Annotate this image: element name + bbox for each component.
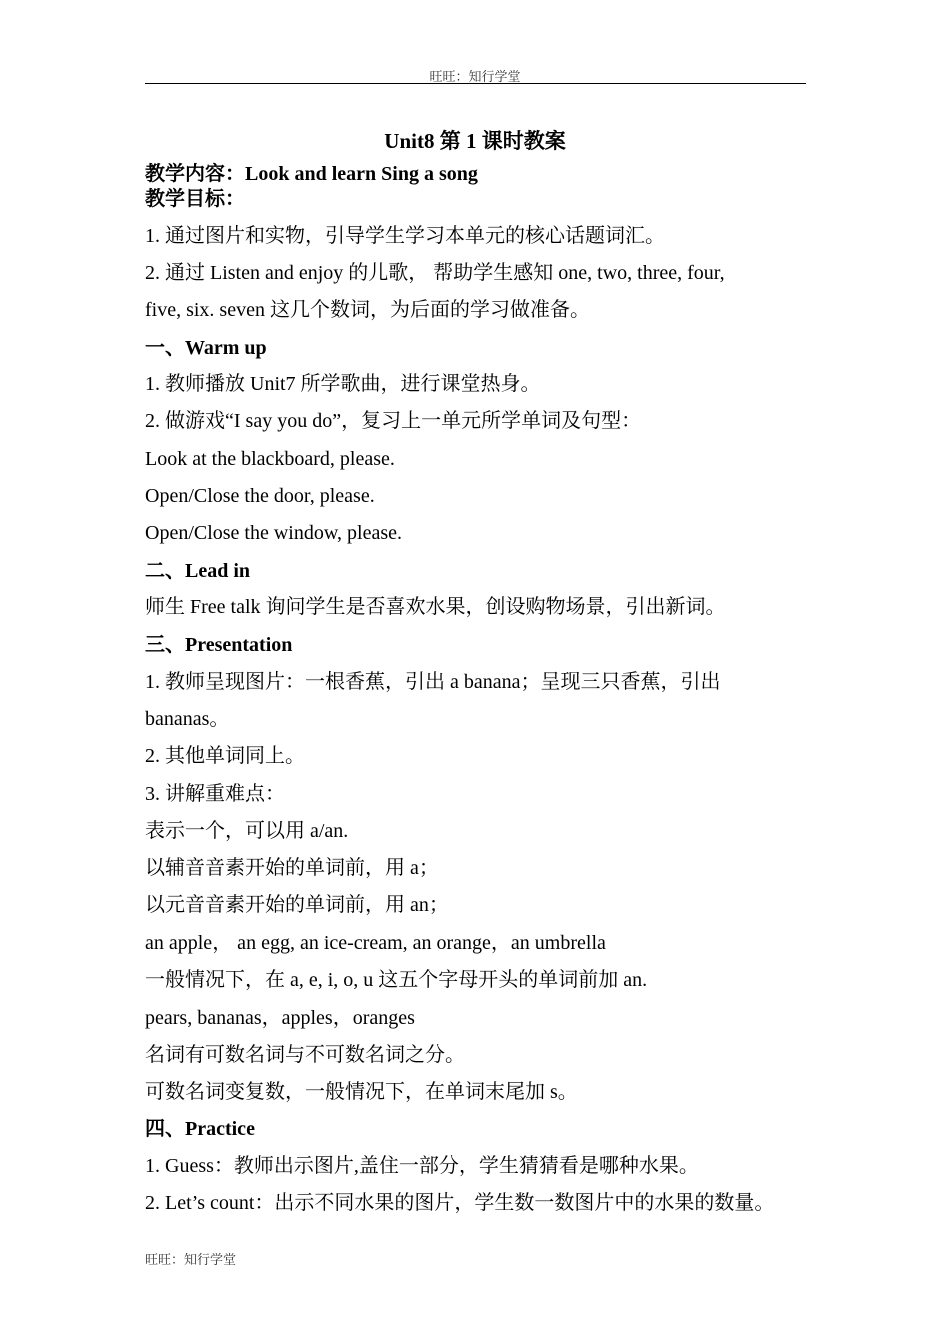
section-lead-in-heading: 二、Lead in: [145, 560, 251, 582]
lead-in-text: 师生 Free talk 询问学生是否喜欢水果，创设购物场景，引出新词。: [145, 596, 726, 618]
presentation-plurals: pears, bananas，apples，oranges: [145, 1007, 415, 1029]
content-heading: 教学内容：Look and learn Sing a song: [145, 163, 478, 185]
warm-up-item-2: 2. 做游戏“I say you do”，复习上一单元所学单词及句型：: [145, 410, 642, 432]
presentation-note-6: 可数名词变复数，一般情况下，在单词末尾加 s。: [145, 1081, 578, 1103]
warm-up-item-1: 1. 教师播放 Unit7 所学歌曲，进行课堂热身。: [145, 373, 541, 395]
section-presentation-heading: 三、Presentation: [145, 634, 293, 656]
presentation-note-4: 一般情况下，在 a, e, i, o, u 这五个字母开头的单词前加 an.: [145, 969, 648, 991]
presentation-note-3: 以元音音素开始的单词前，用 an；: [145, 894, 449, 916]
presentation-note-1: 表示一个，可以用 a/an.: [145, 820, 349, 842]
goal-2-line-2: five, six. seven 这几个数词，为后面的学习做准备。: [145, 299, 590, 321]
warm-up-sentence-1: Look at the blackboard, please.: [145, 448, 395, 470]
warm-up-sentence-3: Open/Close the window, please.: [145, 522, 402, 544]
presentation-item-1-line-1: 1. 教师呈现图片：一根香蕉，引出 a banana；呈现三只香蕉，引出: [145, 671, 721, 693]
presentation-item-3: 3. 讲解重难点：: [145, 783, 285, 805]
header-divider: [145, 83, 806, 84]
warm-up-sentence-2: Open/Close the door, please.: [145, 485, 375, 507]
section-practice-heading: 四、Practice: [145, 1118, 255, 1140]
goal-2-line-1: 2. 通过 Listen and enjoy 的儿歌， 帮助学生感知 one, two, three, four,: [145, 262, 725, 284]
practice-item-2: 2. Let’s count：出示不同水果的图片，学生数一数图片中的水果的数量。: [145, 1192, 775, 1214]
page-footer: 旺旺：知行学堂: [145, 1252, 237, 1267]
practice-item-1: 1. Guess：教师出示图片,盖住一部分，学生猜猜看是哪种水果。: [145, 1155, 699, 1177]
presentation-item-2: 2. 其他单词同上。: [145, 745, 305, 767]
presentation-note-2: 以辅音音素开始的单词前，用 a；: [145, 857, 439, 879]
goal-1: 1. 通过图片和实物，引导学生学习本单元的核心话题词汇。: [145, 225, 665, 247]
section-warm-up-heading: 一、Warm up: [145, 337, 267, 359]
page-header: 旺旺：知行学堂: [429, 69, 521, 84]
presentation-examples: an apple， an egg, an ice-cream, an orange，an umbrella: [145, 932, 606, 954]
goals-heading: 教学目标：: [145, 188, 245, 210]
presentation-item-1-line-2: bananas。: [145, 708, 230, 730]
presentation-note-5: 名词有可数名词与不可数名词之分。: [145, 1044, 465, 1066]
document-title: Unit8 第 1 课时教案: [384, 129, 566, 153]
